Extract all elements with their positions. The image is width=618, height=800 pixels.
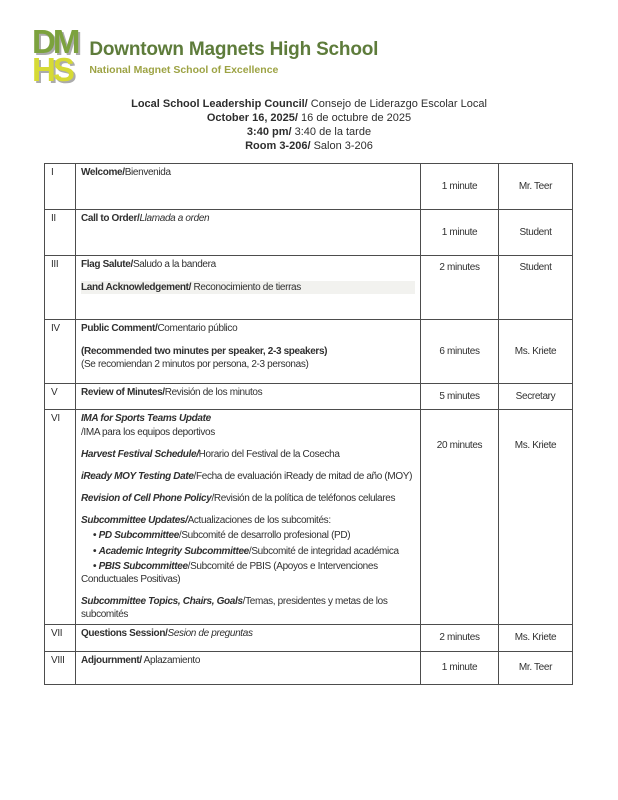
- agenda-item-numeral: V: [45, 384, 76, 410]
- agenda-item-numeral: IV: [45, 320, 76, 384]
- agenda-item-numeral: VII: [45, 624, 76, 651]
- agenda-item-duration: 5 minutes: [421, 384, 499, 410]
- bullet-icon: •: [93, 560, 99, 572]
- agenda-text-segment: Questions Session/: [81, 627, 168, 639]
- agenda-item-numeral: II: [45, 210, 76, 256]
- agenda-text-segment: Aplazamiento: [141, 654, 201, 666]
- agenda-line: [81, 166, 415, 179]
- logo-letters-hs: HS: [32, 50, 72, 88]
- agenda-line: [81, 412, 415, 425]
- agenda-line: [81, 595, 415, 621]
- agenda-text-segment: (Se recomiendan 2 minutos por persona, 2-3 personas): [81, 358, 309, 370]
- agenda-item-numeral: VI: [45, 410, 76, 624]
- agenda-text-segment: /IMA para los equipos deportivos: [81, 426, 215, 438]
- agenda-line: [81, 322, 415, 335]
- agenda-text-segment: /Subcomité de PBIS (Apoyos e Intervenciones Conductuales Positivas): [81, 560, 378, 585]
- agenda-row: [45, 320, 573, 384]
- agenda-item-duration: 6 minutes: [421, 320, 499, 384]
- meeting-title-block: [0, 98, 618, 154]
- agenda-text-segment: Review of Minutes/: [81, 387, 165, 399]
- agenda-item-numeral: VIII: [45, 651, 76, 684]
- agenda-line: [81, 258, 415, 271]
- agenda-text-segment: Llamada a orden: [139, 213, 210, 225]
- agenda-text-segment: Subcommittee Topics, Chairs, Goals: [81, 596, 243, 608]
- agenda-text-segment: Welcome/: [81, 167, 125, 179]
- agenda-item-description: [76, 210, 421, 256]
- agenda-item-duration: 1 minute: [421, 651, 499, 684]
- agenda-text-segment: Flag Salute/: [81, 259, 133, 271]
- agenda-item-description: [76, 651, 421, 684]
- agenda-table-body: [45, 164, 573, 684]
- agenda-item-presenter: Ms. Kriete: [499, 410, 573, 624]
- agenda-item-description: [76, 320, 421, 384]
- meeting-title-line: [0, 112, 618, 126]
- agenda-text-segment: (Recommended two minutes per speaker, 2-3 speakers): [81, 345, 328, 357]
- agenda-text-segment: Public Comment/: [81, 323, 158, 335]
- agenda-item-description: [76, 256, 421, 320]
- agenda-text-segment: iReady MOY Testing Date: [81, 470, 194, 482]
- agenda-text-segment: IMA for Sports Teams Update: [81, 413, 211, 425]
- agenda-item-description: [76, 384, 421, 410]
- agenda-item-duration: 2 minutes: [421, 624, 499, 651]
- bullet-icon: •: [93, 530, 99, 542]
- agenda-line: [81, 627, 415, 640]
- agenda-line: [81, 386, 415, 399]
- agenda-item-duration: 2 minutes: [421, 256, 499, 320]
- school-logo: [32, 23, 78, 88]
- title-line-spanish: 3:40 de la tarde: [291, 126, 372, 139]
- agenda-text-segment: Academic Integrity Subcommittee: [98, 545, 249, 557]
- title-line-english: 3:40 pm/: [246, 126, 292, 139]
- agenda-text-segment: Comentario público: [157, 323, 238, 335]
- agenda-row: [45, 624, 573, 651]
- agenda-item-presenter: Student: [499, 210, 573, 256]
- school-name: Downtown Magnets High School: [89, 39, 379, 60]
- agenda-text-segment: Horario del Festival de la Cosecha: [198, 448, 340, 460]
- agenda-text-segment: Bienvenida: [124, 167, 171, 179]
- agenda-text-segment: Subcommittee Updates/: [81, 515, 188, 527]
- agenda-text-segment: /Temas, presidentes y metas de los subcomités: [81, 596, 388, 621]
- agenda-item-duration: 20 minutes: [421, 410, 499, 624]
- agenda-text-segment: Revision of Cell Phone Policy: [81, 493, 212, 505]
- agenda-text-segment: Saludo a la bandera: [132, 259, 216, 271]
- agenda-item-presenter: Ms. Kriete: [499, 624, 573, 651]
- agenda-item-description: [76, 624, 421, 651]
- agenda-text-segment: Reconocimiento de tierras: [191, 281, 301, 293]
- agenda-line: [81, 426, 415, 439]
- agenda-line: [81, 281, 415, 294]
- agenda-text-segment: /Revisión de la política de teléfonos celulares: [211, 493, 396, 505]
- agenda-item-presenter: Ms. Kriete: [499, 320, 573, 384]
- agenda-line: [81, 358, 415, 371]
- agenda-line: [81, 529, 415, 542]
- agenda-item-presenter: Student: [499, 256, 573, 320]
- agenda-text-segment: PD Subcommittee: [98, 530, 179, 542]
- logo-letters-dm: DM: [32, 23, 78, 60]
- agenda-text-segment: Land Acknowledgement/: [81, 281, 192, 293]
- agenda-text-segment: Call to Order/: [81, 213, 140, 225]
- agenda-item-duration: 1 minute: [421, 210, 499, 256]
- agenda-line: [81, 545, 415, 558]
- agenda-line: [81, 514, 415, 527]
- agenda-line: [81, 560, 415, 586]
- agenda-text-segment: /Fecha de evaluación iReady de mitad de año (MOY): [193, 470, 413, 482]
- agenda-item-description: [76, 164, 421, 210]
- agenda-item-description: [76, 410, 421, 624]
- agenda-item-presenter: Secretary: [499, 384, 573, 410]
- meeting-title-line: [0, 98, 618, 112]
- agenda-item-numeral: I: [45, 164, 76, 210]
- agenda-line: [81, 345, 415, 358]
- title-line-spanish: Consejo de Liderazgo Escolar Local: [307, 98, 487, 111]
- agenda-row: [45, 384, 573, 410]
- agenda-row: [45, 651, 573, 684]
- title-line-english: October 16, 2025/: [206, 112, 298, 125]
- title-line-spanish: Salon 3-206: [310, 140, 373, 153]
- agenda-text-segment: Adjournment/: [81, 654, 142, 666]
- agenda-item-duration: 1 minute: [421, 164, 499, 210]
- school-header: [0, 0, 618, 88]
- bullet-icon: •: [93, 545, 99, 557]
- agenda-table: [44, 163, 573, 684]
- title-line-english: Local School Leadership Council/: [131, 98, 308, 111]
- agenda-text-segment: /Subcomité de integridad académica: [248, 545, 399, 557]
- agenda-row: [45, 164, 573, 210]
- agenda-line: [81, 448, 415, 461]
- agenda-item-presenter: Mr. Teer: [499, 164, 573, 210]
- title-line-english: Room 3-206/: [245, 140, 311, 153]
- meeting-title-line: [0, 140, 618, 154]
- agenda-text-segment: Actualizaciones de los subcomités:: [187, 515, 331, 527]
- school-tagline: National Magnet School of Excellence: [89, 64, 279, 76]
- agenda-text-segment: PBIS Subcommittee: [98, 560, 188, 572]
- agenda-line: [81, 654, 415, 667]
- agenda-text-segment: Harvest Festival Schedule/: [81, 448, 199, 460]
- agenda-row: [45, 210, 573, 256]
- agenda-line: [81, 470, 415, 483]
- agenda-text-segment: /Subcomité de desarrollo profesional (PD): [178, 530, 351, 542]
- agenda-item-presenter: Mr. Teer: [499, 651, 573, 684]
- agenda-text-segment: Revisión de los minutos: [164, 387, 263, 399]
- agenda-line: [81, 212, 415, 225]
- agenda-line: [81, 492, 415, 505]
- agenda-text-segment: Sesion de preguntas: [167, 627, 253, 639]
- school-header-text: [89, 28, 378, 76]
- agenda-row: [45, 410, 573, 624]
- agenda-row: [45, 256, 573, 320]
- agenda-item-numeral: III: [45, 256, 76, 320]
- title-line-spanish: 16 de octubre de 2025: [297, 112, 412, 125]
- meeting-title-line: [0, 126, 618, 140]
